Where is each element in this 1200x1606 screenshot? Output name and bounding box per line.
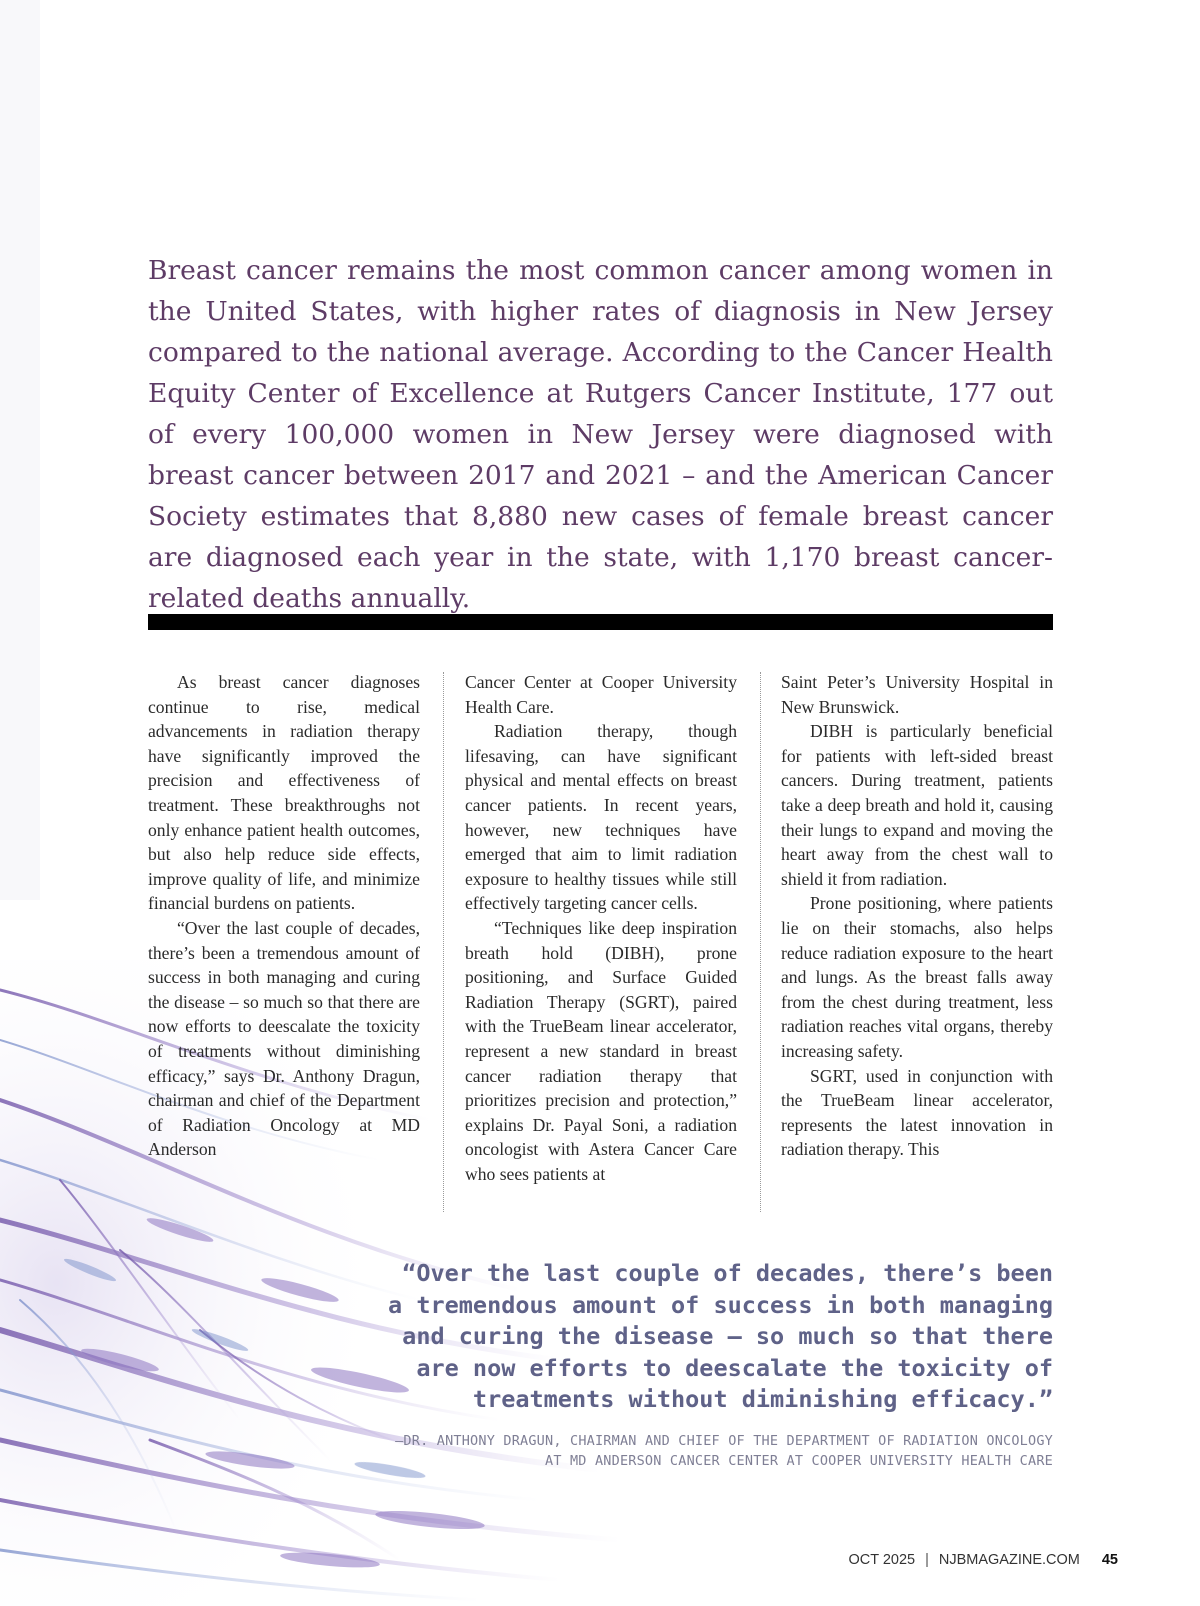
footer-separator: | — [925, 1552, 929, 1568]
body-paragraph: As breast cancer diagnoses continue to rise, medical advancements in radiation therapy have significantly improved the precision and effectiveness of treatment. These breakthroughs not only enhance patient health outcomes, but also help reduce side effects, improve quality of life, and minimize financial burdens on patients. — [148, 672, 420, 914]
section-rule — [148, 614, 1053, 630]
magazine-website: NJBMAGAZINE.COM — [938, 1552, 1080, 1568]
body-column-1 — [148, 670, 420, 1162]
body-paragraph: DIBH is particularly beneficial for patients with left-sided breast cancers. During treatment, patients take a deep breath and hold it, causing their lungs to expand and moving the heart away from the chest wall to shield it from radiation. — [781, 721, 1053, 889]
page-number: 45 — [1101, 1552, 1118, 1568]
body-column-3 — [781, 670, 1053, 1162]
column-divider — [760, 672, 761, 1212]
lede-paragraph: Breast cancer remains the most common cancer among women in the United States, with higher rates of diagnosis in New Jersey compared to the national average. According to the Cancer Health Equity Center of Excellence at Rutgers Cancer Institute, 177 out of every 100,000 women in New Jersey were diagnosed with breast cancer between 2017 and 2021 – and the American Cancer Society estimates that 8,880 new cases of female breast cancer are diagnosed each year in the state, with 1,170 breast cancer-related deaths annually. — [148, 255, 1053, 614]
body-paragraph: “Techniques like deep inspiration breath hold (DIBH), prone positioning, and Surface Guided Radiation Therapy (SGRT), paired with the TrueBeam linear accelerator, represent a new standard in breast cancer radiation therapy that prioritizes precision and protection,” explains Dr. Payal Soni, a radiation oncologist with Astera Cancer Care who sees patients at — [465, 917, 737, 1184]
body-column-2 — [465, 670, 737, 1186]
column-divider — [443, 672, 444, 1212]
body-columns — [148, 670, 1053, 1215]
page-footer — [848, 1552, 1118, 1568]
body-paragraph: Cancer Center at Cooper University Health Care. — [465, 672, 737, 717]
body-paragraph: SGRT, used in conjunction with the TrueBeam linear accelerator, represents the latest innovation in radiation therapy. This — [781, 1065, 1053, 1160]
pull-quote: “Over the last couple of decades, there’s been a tremendous amount of success in both managing and curing the disease – so much so that there are now efforts to deescalate the toxicity of treatments without diminishing efficacy.” — [388, 1259, 1053, 1413]
body-paragraph: “Over the last couple of decades, there’s been a tremendous amount of success in both managing and curing the disease – so much so that there are now efforts to deescalate the toxicity of treatments without diminishing efficacy,” says Dr. Anthony Dragun, chairman and chief of the Department of Radiation Oncology at MD Anderson — [148, 917, 420, 1160]
body-paragraph: Radiation therapy, though lifesaving, can have significant physical and mental effects on breast cancer patients. In recent years, however, new techniques have emerged that aim to limit radiation exposure to healthy tissues while still effectively targeting cancer cells. — [465, 721, 737, 914]
body-paragraph: Prone positioning, where patients lie on their stomachs, also helps reduce radiation exposure to the heart and lungs. As the breast falls away from the chest during treatment, less radiation reaches vital organs, thereby increasing safety. — [781, 893, 1053, 1061]
issue-date: OCT 2025 — [848, 1552, 916, 1568]
body-paragraph: Saint Peter’s University Hospital in New Brunswick. — [781, 672, 1053, 717]
pull-quote-attribution: –DR. ANTHONY DRAGUN, CHAIRMAN AND CHIEF OF THE DEPARTMENT OF RADIATION ONCOLOGY AT MD ANDERSON CANCER CENTER AT COOPER UNIVERSITY HEALTH CARE — [395, 1433, 1053, 1469]
